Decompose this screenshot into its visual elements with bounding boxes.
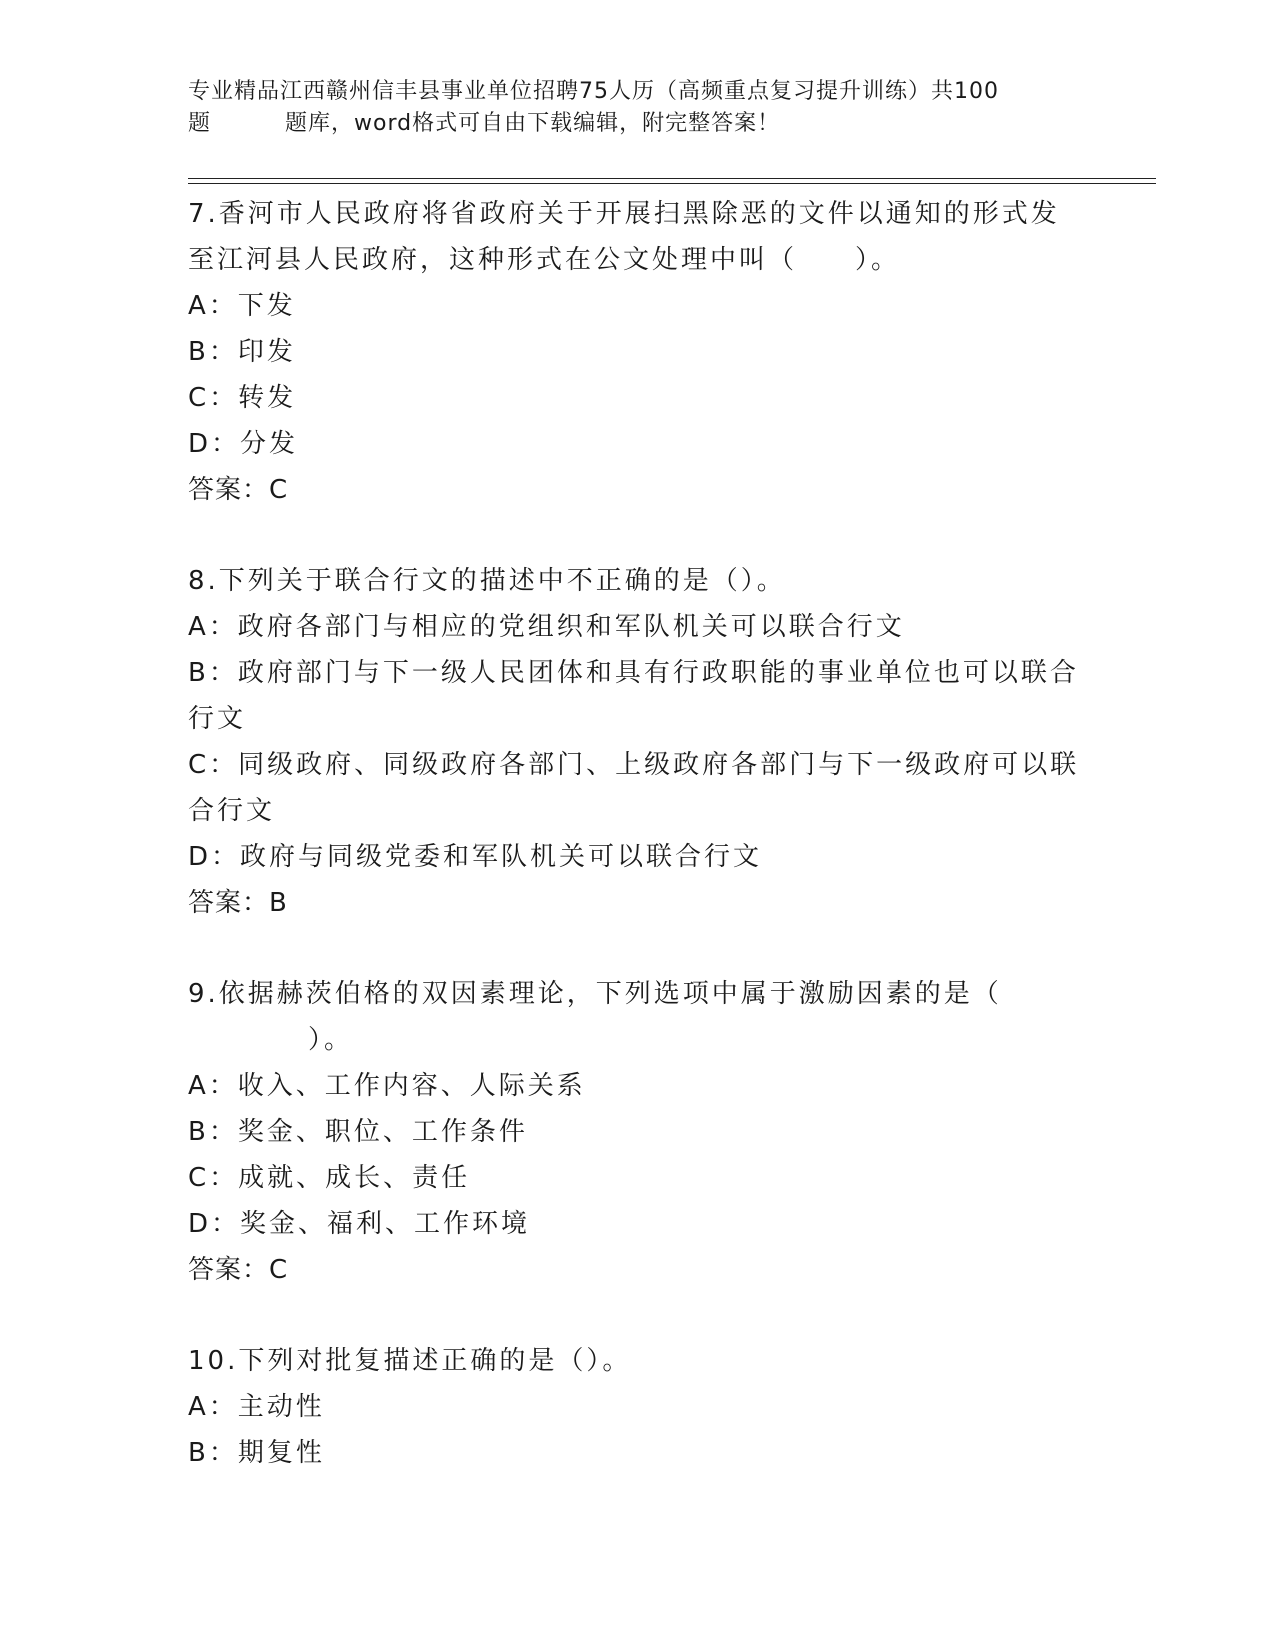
question-8-option-d: D：政府与同级党委和军队机关可以联合行文 [188,842,763,872]
question-8-option-b-line-2: 行文 [188,704,247,734]
question-list [188,191,1088,1521]
question-10-option-a: A：主动性 [188,1392,325,1422]
question-9-option-c: C：成就、成长、责任 [188,1163,471,1193]
header-title-line-2 [188,108,1108,140]
question-10-option-b: B：期复性 [188,1438,325,1468]
question-9-stem-line-1: 9.依据赫茨伯格的双因素理论，下列选项中属于激励因素的是（ [188,979,1002,1009]
question-9-stem-line-2: ）。 [308,1025,354,1055]
header-title-line-2-rest: 题库，word格式可自由下载编辑，附完整答案！ [285,111,781,136]
question-9-option-b: B：奖金、职位、工作条件 [188,1117,528,1147]
question-10-stem-line-1: 10.下列对批复描述正确的是（）。 [188,1346,632,1376]
question-9-stem-line-2-wrap [188,1017,1088,1063]
question-7-option-a: A：下发 [188,291,296,321]
question-8-answer: 答案：B [188,888,288,918]
question-7-answer: 答案：C [188,475,289,505]
question-7-option-c: C：转发 [188,383,297,413]
document-header [188,76,1108,140]
question-8-option-c-line-1: C：同级政府、同级政府各部门、上级政府各部门与下一级政府可以联 [188,750,1080,780]
header-title-line-1: 专业精品江西赣州信丰县事业单位招聘75人历（高频重点复习提升训练）共100 [188,79,999,104]
header-divider-top [188,178,1156,179]
question-8 [188,558,1088,926]
question-8-option-a: A：政府各部门与相应的党组织和军队机关可以联合行文 [188,612,905,642]
question-9-option-a: A：收入、工作内容、人际关系 [188,1071,586,1101]
question-7-stem-line-2: 至江河县人民政府，这种形式在公文处理中叫（ ）。 [188,245,901,275]
question-8-option-c-line-2: 合行文 [188,796,276,826]
question-7-stem-line-1: 7.香河市人民政府将省政府关于开展扫黑除恶的文件以通知的形式发 [188,199,1060,229]
question-7-option-b: B：印发 [188,337,296,367]
question-9-answer: 答案：C [188,1255,289,1285]
question-7-option-d: D：分发 [188,429,299,459]
header-divider-bottom [188,183,1156,184]
question-9 [188,971,1088,1293]
question-7 [188,191,1088,513]
question-8-option-b-line-1: B：政府部门与下一级人民团体和具有行政职能的事业单位也可以联合 [188,658,1079,688]
question-9-option-d: D：奖金、福利、工作环境 [188,1209,531,1239]
header-title-line-2-lead: 题 [188,111,212,136]
question-8-stem-line-1: 8.下列关于联合行文的描述中不正确的是（）。 [188,566,786,596]
question-10 [188,1338,1088,1476]
